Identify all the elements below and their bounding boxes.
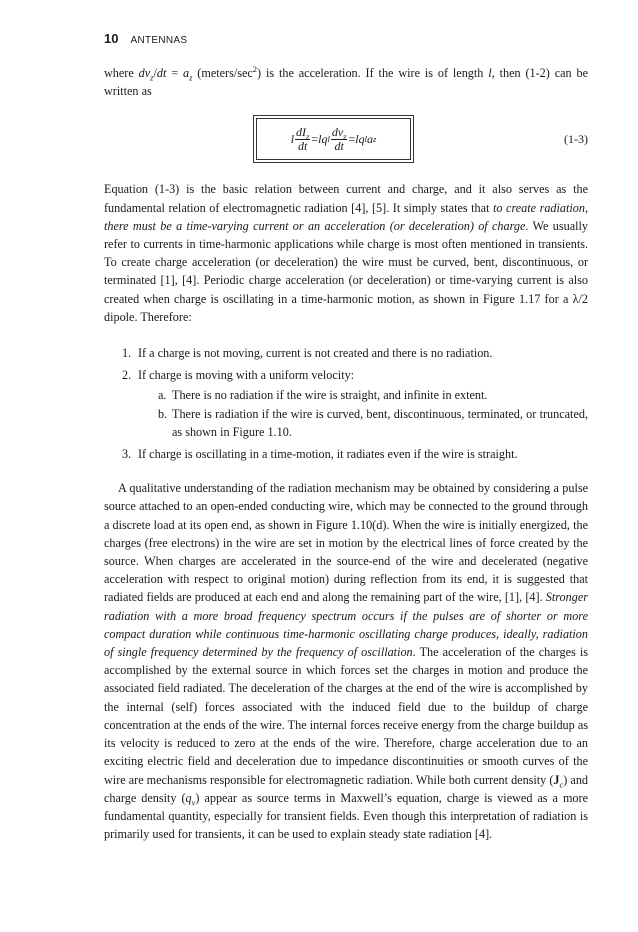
page-body xyxy=(104,64,588,843)
running-title: ANTENNAS xyxy=(130,35,188,46)
radiation-conditions-list xyxy=(104,344,588,463)
sub-list xyxy=(138,386,588,441)
sub-list-item: b. There is radiation if the wire is curved, bent, discontinuous, terminated, or truncated, as shown in Figure 1.10. xyxy=(158,406,588,439)
list-item: 1. If a charge is not moving, current is not created and there is no radiation. xyxy=(122,346,493,361)
equation-number: (1-3) xyxy=(564,132,588,147)
equation-1-3 xyxy=(104,116,588,166)
page-number: 10 xyxy=(104,31,119,46)
boxed-equation: l $\frac{dI_z}{dt}$ = lq l $\frac{dv_z}{dt}$ = lq l a z xyxy=(256,118,411,160)
paragraph-2: A qualitative understanding of the radiation mechanism may be obtained by considering a pulse source attached to an open-ended conducting wire, which may be connected to the ground through a discrete load at its open end, as shown in Figure 1.10(d). When the wire is initially energized, the charges (free electrons) in the wire are set in motion by the electrical lines of force created by the source. When charges are accelerated in the source-end of the wire and decelerated (negative acceleration with respect to original motion) during reflection from its end, it is suggested that radiated fields are produced at each end and along the remaining part of the wire, [1], [4]. Stronger radiation with a more broad frequency spectrum occurs if the pulses are of shorter or more compact duration while continuous time-harmonic oscillating charge produces, ideally, radiation of single frequency determined by the frequency of oscillation. The acceleration of the charges is accomplished by the external source in which forces set the charges in motion and produce the associated field radiated. The deceleration of the charges at the end of the wire is accomplished by the internal (self) forces associated with the induced field due to the buildup of charge concentration at the ends of the wire. The internal forces receive energy from the charge buildup as its velocity is reduced to zero at the ends of the wire. Therefore, charge acceleration due to an exciting electric field and deceleration due to impedance discontinuities or smooth curves of the wire are mechanisms responsible for electromagnetic radiation. While both current density $(J_c)$ and charge density $(q_v)$ appear as source terms in Maxwell’s equation, charge is viewed as a more fundamental quantity, especially for transient fields. Even though this interpretation of radiation is primarily used for transients, it can be used to explain steady state radiation [4]. xyxy=(104,481,589,842)
page-header xyxy=(104,30,187,50)
list-item: 3. If charge is oscillating in a time-motion, it radiates even if the wire is straight. xyxy=(122,447,518,462)
list-item: 2. If charge is moving with a uniform velocity: a. There is no radiation if the wire is straight, and infinite in extent. b. There is radiation if the wire is curved, bent, discontinuous, terminated, or truncated, as shown in Figure 1.10. xyxy=(104,366,588,441)
sub-list-item: a. There is no radiation if the wire is straight, and infinite in extent. xyxy=(158,388,488,403)
intro-paragraph: where $dv_z/dt = a_z$ $(meters/\sec^2)$ is the acceleration. If the wire is of length l, then (1-2) can be written as xyxy=(104,63,588,99)
paragraph-1: Equation (1-3) is the basic relation between current and charge, and it also serves as the fundamental relation of electromagnetic radiation [4], [5]. It simply states that to create radiation, there must be a time-varying current or an acceleration (or deceleration) of charge. We usually refer to currents in time-harmonic applications while charge is most often mentioned in transients. To create charge acceleration (or deceleration) the wire must be curved, bent, discontinuous, or terminated [1], [4]. Periodic charge acceleration (or deceleration) or time-varying current is also created when charge is oscillating in a time-harmonic motion, as shown in Figure 1.17 for a λ/2 dipole. Therefore: xyxy=(104,182,588,324)
